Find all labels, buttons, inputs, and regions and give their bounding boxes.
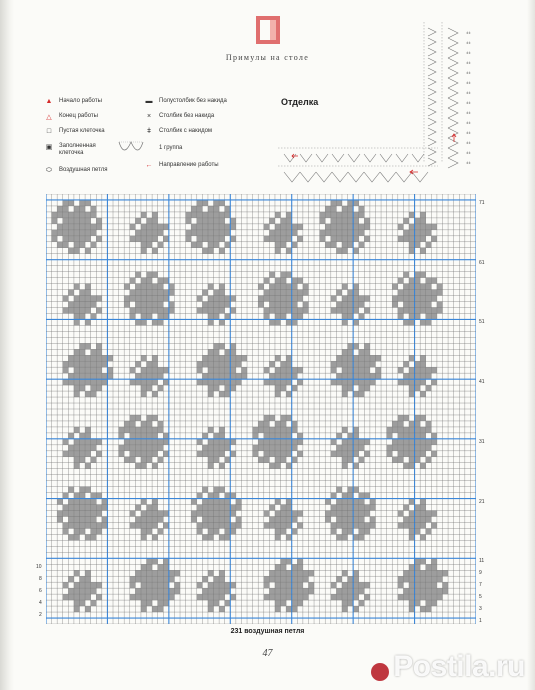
end-triangle-icon: △: [46, 114, 52, 121]
page-number: 47: [262, 648, 273, 659]
chart-caption: 231 воздушная петля: [230, 628, 305, 635]
row-label: 10: [36, 564, 42, 571]
page-title: Примулы на столе: [225, 53, 310, 62]
repeat-group-icon: [118, 138, 144, 160]
empty-cell-icon: □: [46, 128, 52, 135]
row-label: 21: [479, 498, 485, 505]
grid-lines: [46, 194, 476, 624]
slip-stitch-icon: ▬: [145, 98, 153, 105]
chain-stitch-icon: ⬭: [46, 167, 52, 174]
row-label: 11: [479, 558, 485, 565]
row-label: 5: [479, 594, 482, 601]
double-crochet-icon: ǂ: [146, 128, 152, 135]
row-label: 61: [479, 259, 485, 266]
section-logo-icon: [256, 16, 280, 44]
row-label: 8: [39, 576, 42, 583]
svg-text:ǂǂ: ǂǂ: [466, 120, 471, 125]
svg-text:ǂǂ: ǂǂ: [466, 130, 471, 135]
svg-text:ǂǂ: ǂǂ: [466, 70, 471, 75]
row-label: 2: [39, 612, 42, 618]
direction-arrow-icon: ←: [145, 162, 153, 169]
book-spine-shadow: [0, 0, 14, 690]
row-label: 9: [479, 570, 482, 577]
svg-text:ǂǂ: ǂǂ: [466, 80, 471, 85]
svg-text:ǂǂ: ǂǂ: [466, 50, 471, 55]
svg-text:ǂǂ: ǂǂ: [466, 90, 471, 95]
filled-cells: [52, 200, 448, 612]
start-triangle-icon: ▲: [45, 98, 53, 105]
svg-text:ǂǂ: ǂǂ: [466, 160, 471, 165]
row-label: 71: [479, 200, 485, 206]
border-edging-diagram: [278, 22, 488, 192]
svg-text:ǂǂ: ǂǂ: [466, 140, 471, 145]
filled-cell-icon: ▣: [45, 144, 53, 151]
edging-stitches: [278, 22, 471, 182]
filet-grid: [46, 194, 476, 624]
svg-text:ǂǂ: ǂǂ: [466, 40, 471, 45]
row-label: 41: [479, 379, 485, 386]
row-label: 4: [39, 600, 42, 607]
svg-text:ǂǂ: ǂǂ: [466, 110, 471, 115]
filet-chart: [46, 194, 476, 629]
row-label: 31: [479, 438, 485, 445]
row-label: 51: [479, 319, 485, 326]
watermark-dot-icon: [371, 663, 389, 681]
svg-text:ǂǂ: ǂǂ: [466, 30, 471, 35]
svg-text:ǂǂ: ǂǂ: [466, 150, 471, 155]
row-label: 3: [479, 606, 482, 613]
svg-text:ǂǂ: ǂǂ: [466, 100, 471, 105]
border-section-heading: Отделка: [281, 97, 319, 107]
page-edge-shadow: [527, 0, 535, 690]
row-label: 7: [479, 582, 482, 589]
watermark: Postila.ru: [393, 650, 525, 684]
svg-text:ǂǂ: ǂǂ: [466, 60, 471, 65]
single-crochet-icon: ×: [146, 113, 152, 120]
row-label: 6: [39, 588, 42, 595]
row-label: 1: [479, 618, 482, 624]
